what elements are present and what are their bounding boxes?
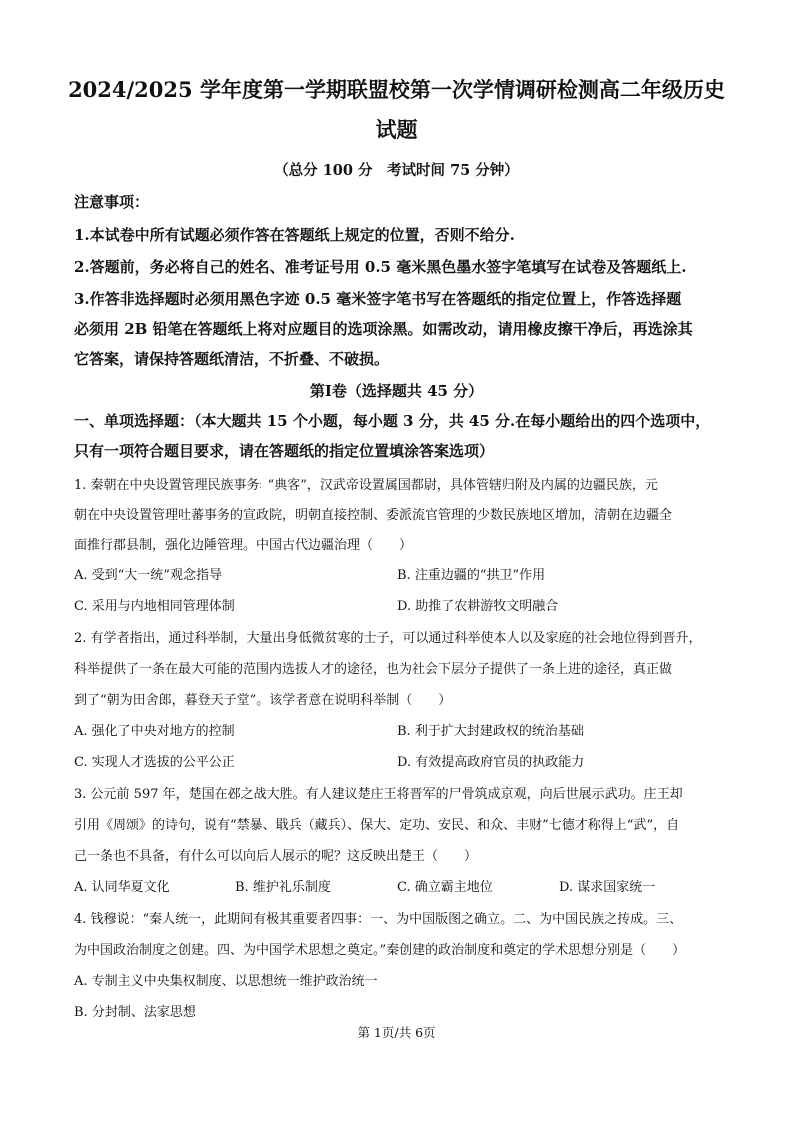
- part1-heading: 第Ⅰ卷（选择题共 45 分）: [309, 382, 484, 400]
- exam-title-line2: 试题: [375, 117, 418, 142]
- notice-item-3-line3: 它答案，请保持答题纸清洁，不折叠、不破损。: [74, 350, 390, 368]
- notice-heading: 注意事项：: [74, 193, 150, 211]
- q2-stem-line1: 2. 有学者指出，通过科举制，大量出身低微贫寒的士子，可以通过科举使本人以及家庭的社会地位得到晋升，: [74, 631, 702, 646]
- notice-item-3-line2: 必须用 2B 铅笔在答题纸上将对应题目的选项涂黑。如需改动，请用橡皮擦干净后，再选涂其: [74, 320, 693, 338]
- notice-item-2: 2.答题前，务必将自己的姓名、准考证号用 0.5 毫米黑色墨水签字笔填写在试卷及答题纸上.: [74, 258, 687, 276]
- q1-option-d: D. 助推了农耕游牧文明融合: [397, 599, 559, 614]
- q3-stem-line1: 3. 公元前 597 年，楚国在邲之战大胜。有人建议楚庄王将晋军的尸骨筑成京观，向后世展示武功。庄王却: [74, 787, 683, 802]
- q2-option-b: B. 利于扩大封建政权的统治基础: [397, 724, 584, 739]
- q3-option-d: D. 谋求国家统一: [559, 880, 656, 895]
- q3-option-a: A. 认同华夏文化: [74, 880, 170, 895]
- q3-option-b: B. 维护礼乐制度: [235, 880, 331, 895]
- page-footer: 第 1页/共 6页: [357, 1025, 436, 1040]
- exam-subtitle: （总分 100 分 考试时间 75 分钟）: [274, 162, 519, 179]
- q4-stem-line1: 4. 钱穆说：“秦人统一，此期间有极其重要者四事：一、为中国版图之确立。二、为中国民族之抟成。三、: [74, 912, 683, 927]
- notice-item-1: 1.本试卷中所有试题必须作答在答题纸上规定的位置，否则不给分.: [74, 226, 515, 244]
- q2-option-a: A. 强化了中央对地方的控制: [74, 724, 235, 739]
- q3-stem-line2: 引用《周颂》的诗句，说有“禁暴、戢兵（藏兵）、保大、定功、安民、和众、丰财”七德才称得上“武”，自: [74, 818, 680, 833]
- q4-option-b: B. 分封制、法家思想: [74, 1005, 196, 1020]
- q1-option-a: A. 受到“大一统”观念指导: [74, 568, 222, 583]
- q2-stem-line3: 到了“朝为田舍郎，暮登天子堂”。该学者意在说明科举制（ ）: [74, 693, 452, 708]
- q3-stem-line3: 己一条也不具备，有什么可以向后人展示的呢？这反映出楚王（ ）: [74, 849, 478, 864]
- q1-stem-line3: 面推行郡县制，强化边陲管理。中国古代边疆治理（ ）: [74, 538, 413, 553]
- q1-option-c: C. 采用与内地相同管理体制: [74, 599, 235, 614]
- scan-mark-icon: ⁚: [259, 482, 262, 490]
- section-instructions-line2: 只有一项符合题目要求，请在答题纸的指定位置填涂答案选项）: [74, 442, 495, 460]
- notice-item-3-line1: 3.作答非选择题时必须用黑色字迹 0.5 毫米签字笔书写在答题纸的指定位置上，作答选择题: [74, 290, 682, 308]
- q4-stem-line2: 为中国政治制度之创建。四、为中国学术思想之奠定。”秦创建的政治制度和奠定的学术思想分别是（ ）: [74, 943, 686, 958]
- q4-option-a: A. 专制主义中央集权制度、以思想统一维护政治统一: [74, 974, 378, 989]
- exam-title-line1: 2024/2025 学年度第一学期联盟校第一次学情调研检测高二年级历史: [68, 77, 725, 102]
- q1-stem-line1: [74, 476, 724, 496]
- q2-option-d: D. 有效提高政府官员的执政能力: [397, 755, 585, 770]
- q1-stem-part-a: 1. 秦朝在中央设置管理民族事务: [74, 478, 260, 493]
- q3-option-c: C. 确立霸主地位: [397, 880, 493, 895]
- q2-stem-line2: 科举提供了一条在最大可能的范围内选拔人才的途径，也为社会下层分子提供了一条上进的途径，真正做: [74, 662, 673, 677]
- q1-option-b: B. 注重边疆的“拱卫”作用: [397, 568, 546, 583]
- q2-option-c: C. 实现人才选拔的公平公正: [74, 755, 235, 770]
- section-instructions-line1: 一、单项选择题：（本大题共 15 个小题，每小题 3 分，共 45 分.在每小题给出的四个选项中，: [74, 412, 711, 430]
- q1-stem-part-b: “典客”，汉武帝设置属国都尉，具体管辖归附及内属的边疆民族，元: [267, 478, 658, 493]
- q1-stem-line2: 朝在中央设置管理吐蕃事务的宣政院，明朝直接控制、委派流官管理的少数民族地区增加，清朝在边疆全: [74, 508, 673, 523]
